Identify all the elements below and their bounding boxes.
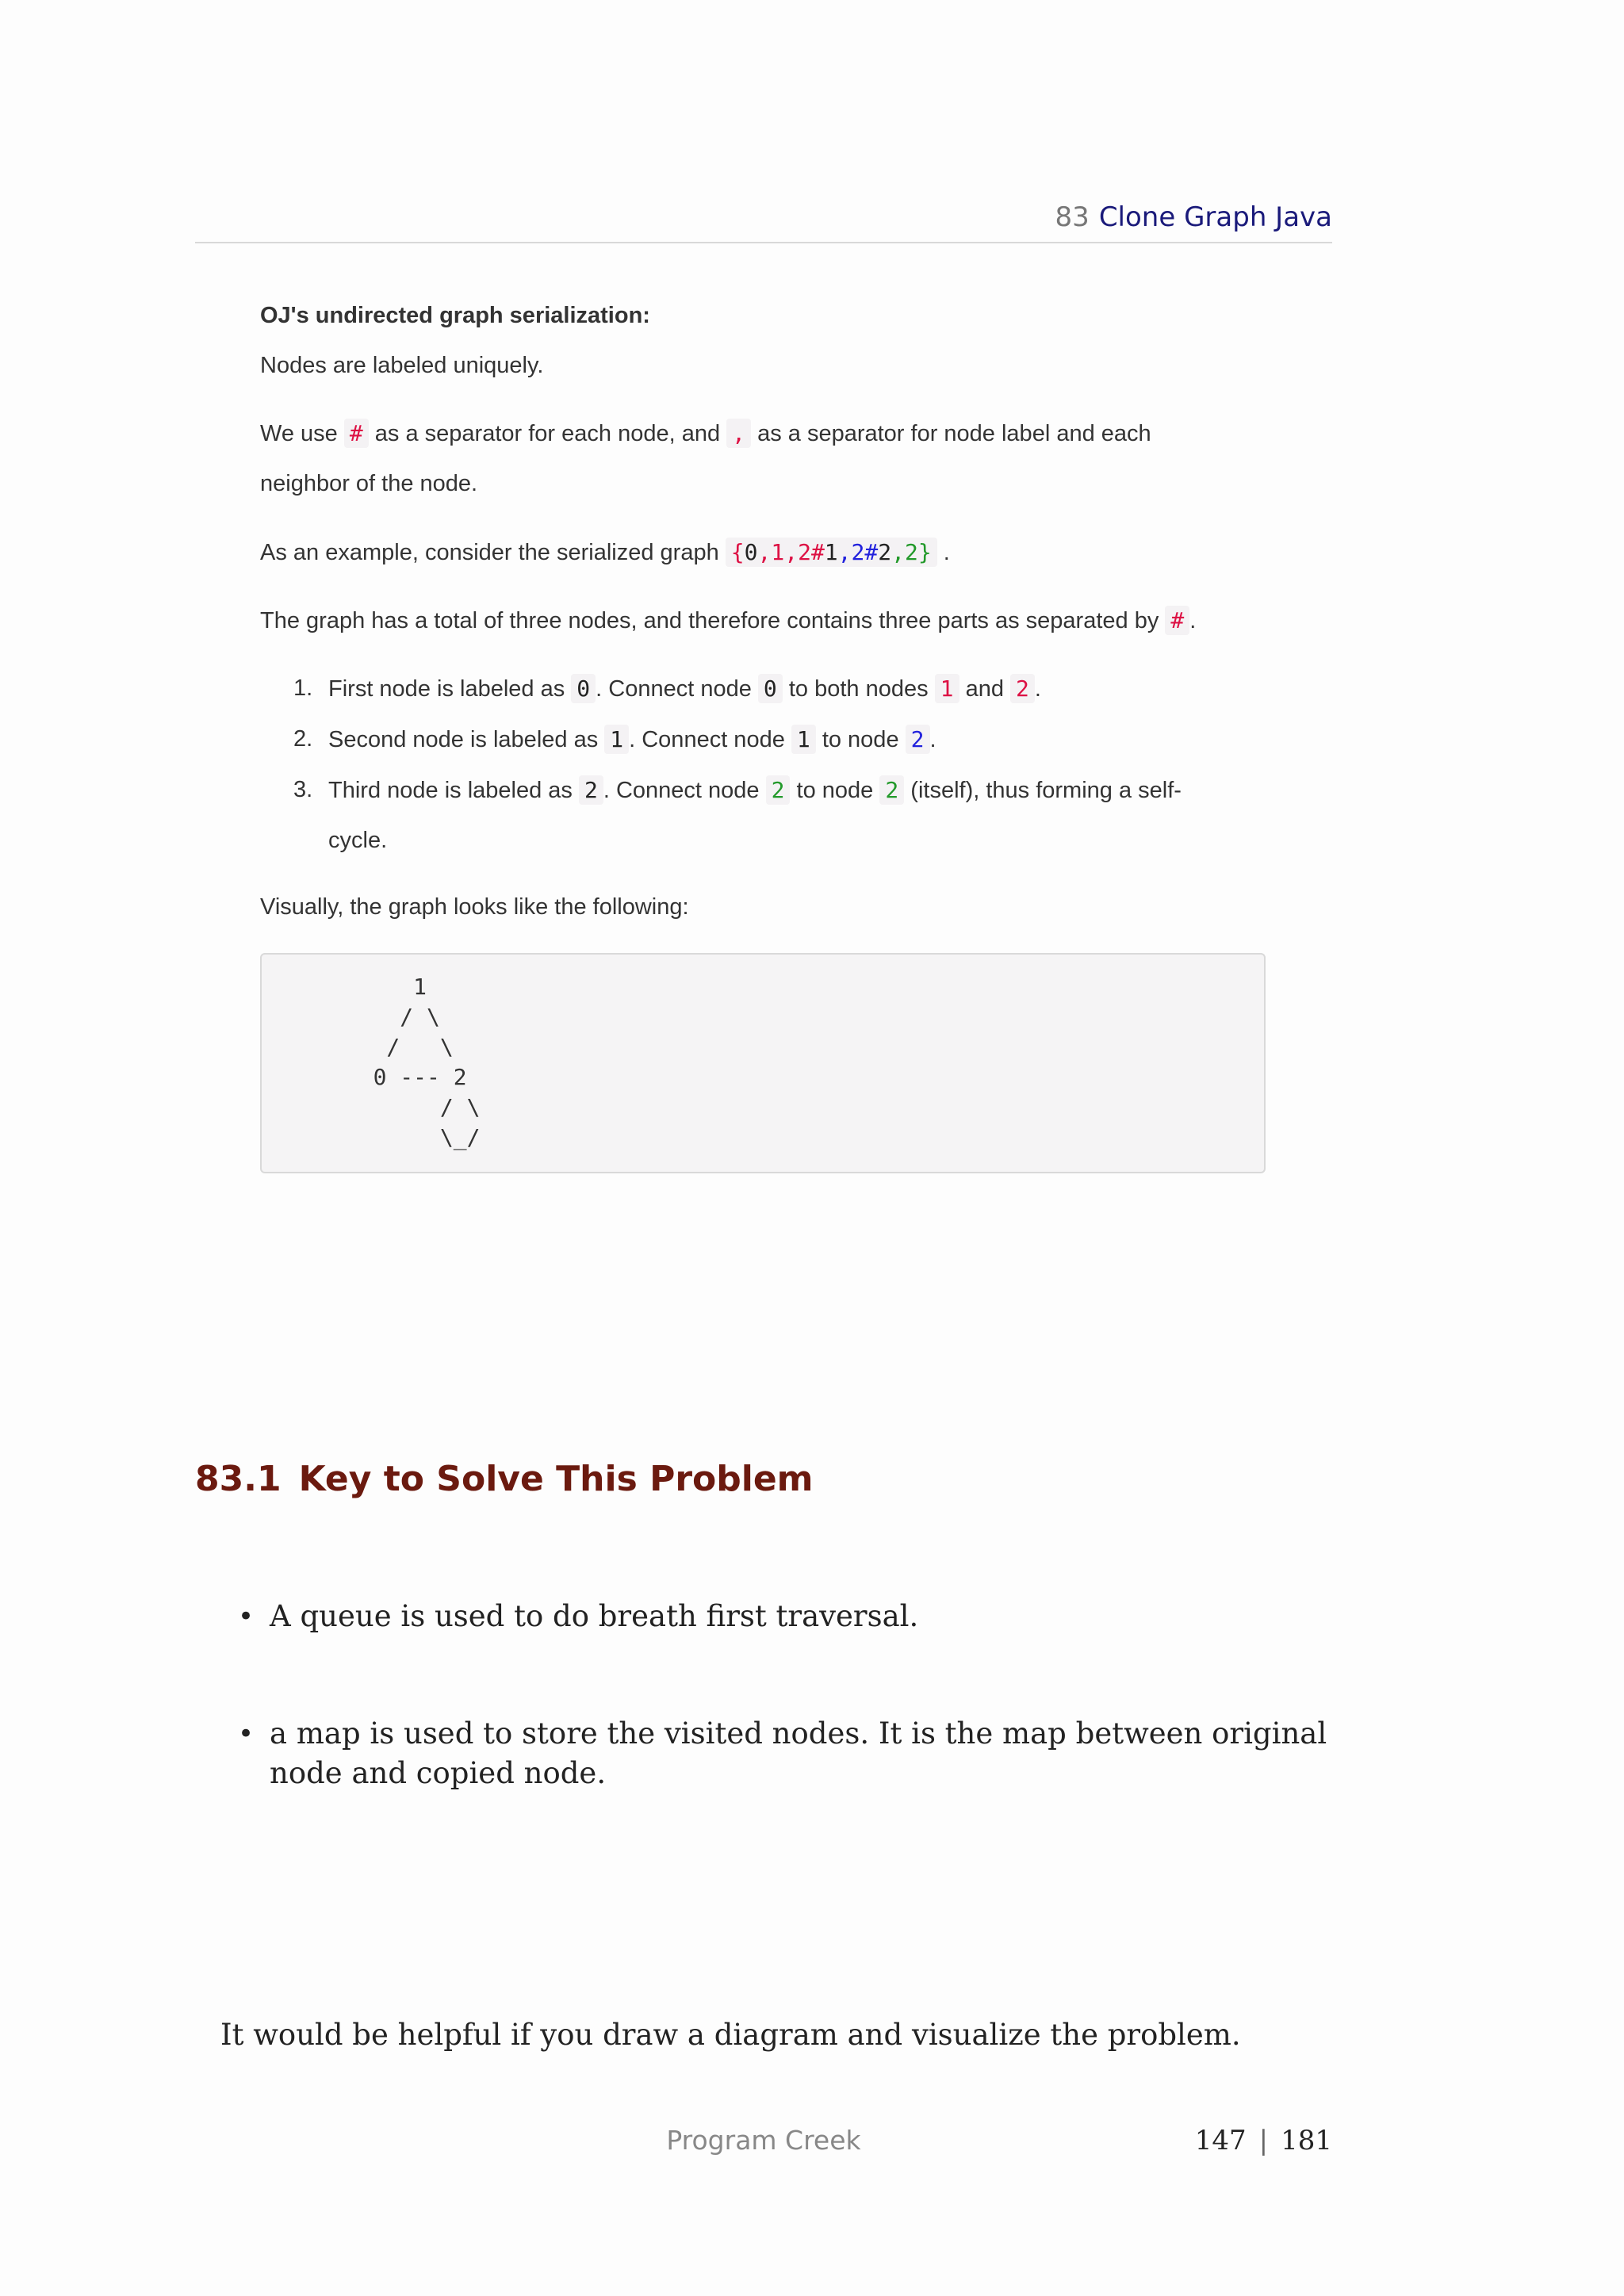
- serialized-graph-code: [726, 538, 937, 567]
- header-rule: [195, 242, 1332, 243]
- code-token: #: [810, 539, 825, 565]
- code-token: {: [730, 539, 745, 565]
- bullet-icon: •: [238, 1601, 255, 1632]
- page-number: [1195, 2125, 1332, 2156]
- inline-code: 2: [879, 775, 904, 805]
- text-run: . Connect node: [629, 727, 785, 752]
- inline-code: #: [344, 419, 369, 448]
- page-separator: |: [1258, 2125, 1269, 2156]
- inline-code: 1: [935, 674, 959, 703]
- code-token: 2: [798, 539, 811, 565]
- paragraph-separator-line2: neighbor of the node.: [260, 471, 478, 496]
- bullet-icon: •: [238, 1718, 255, 1750]
- paragraph-example: [260, 539, 950, 566]
- text-run: to node: [822, 727, 899, 752]
- list-text: [328, 777, 1182, 804]
- code-token: 2: [878, 539, 892, 565]
- text-run: Second node is labeled as: [328, 727, 599, 752]
- running-head: [195, 201, 1332, 233]
- text-run: and: [965, 676, 1004, 702]
- code-token: 0: [744, 539, 758, 565]
- paragraph-visually: Visually, the graph looks like the following:: [260, 894, 689, 920]
- inline-code: 2: [1010, 674, 1035, 703]
- code-token: #: [864, 539, 879, 565]
- inline-code: 0: [571, 674, 596, 703]
- code-token: 1: [771, 539, 785, 565]
- text-run: We use: [260, 421, 338, 446]
- list-item: [260, 777, 1267, 864]
- bullet-text: A queue is used to do breath first traversal.: [270, 1599, 919, 1633]
- code-token: ,: [757, 539, 772, 565]
- list-text-line2: cycle.: [328, 828, 388, 853]
- code-token: ,: [784, 539, 799, 565]
- inline-code: 2: [906, 725, 930, 754]
- text-run: The graph has a total of three nodes, and therefore contains three parts as separated by: [260, 608, 1159, 633]
- text-run: as a separator for node label and each: [757, 421, 1151, 446]
- total-pages: 181: [1281, 2125, 1332, 2156]
- section-heading: [195, 1459, 814, 1499]
- footer-source: Program Creek: [666, 2125, 861, 2156]
- list-number: 3.: [293, 777, 313, 802]
- ascii-graph: 1 / \ / \ 0 --- 2 / \ \_/: [373, 974, 481, 1150]
- list-text: [328, 675, 1041, 702]
- paragraph-separator: [260, 420, 1151, 447]
- list-number: 2.: [293, 726, 313, 752]
- code-block: [260, 953, 1266, 1173]
- serialization-heading: OJ's undirected graph serialization:: [260, 303, 650, 328]
- text-run: . Connect node: [603, 778, 760, 803]
- text-run: .: [929, 727, 936, 752]
- text-run: (itself), thus forming a self-: [910, 778, 1182, 803]
- code-token: 2: [904, 539, 918, 565]
- inline-code: 2: [579, 775, 603, 805]
- text-run: .: [943, 540, 950, 565]
- text-run: Third node is labeled as: [328, 778, 573, 803]
- code-token: ,: [891, 539, 905, 565]
- code-token: }: [917, 539, 932, 565]
- closing-paragraph: It would be helpful if you draw a diagram and visualize the problem.: [220, 2018, 1241, 2052]
- section-number: 83.1: [195, 1459, 282, 1499]
- inline-code: 1: [791, 725, 816, 754]
- inline-code: 0: [758, 674, 783, 703]
- paragraph-nodes-labeled: Nodes are labeled uniquely.: [260, 353, 544, 378]
- text-run: to both nodes: [788, 676, 929, 702]
- text-run: . Connect node: [596, 676, 752, 702]
- text-run: .: [1189, 608, 1197, 633]
- inline-code: ,: [726, 419, 751, 448]
- inline-code: 2: [766, 775, 791, 805]
- text-run: As an example, consider the serialized graph: [260, 540, 719, 565]
- text-run: as a separator for each node, and: [374, 421, 721, 446]
- current-page: 147: [1194, 2125, 1247, 2156]
- list-item: [260, 675, 1267, 707]
- code-token: 2: [851, 539, 865, 565]
- inline-code: 1: [604, 725, 629, 754]
- list-item: [260, 726, 1267, 758]
- paragraph-three-parts: [260, 607, 1196, 634]
- text-run: .: [1034, 676, 1041, 702]
- list-number: 1.: [293, 675, 313, 701]
- text-run: First node is labeled as: [328, 676, 565, 702]
- text-run: to node: [796, 778, 874, 803]
- inline-code: #: [1165, 606, 1189, 635]
- list-text: [328, 726, 936, 753]
- chapter-title: Clone Graph Java: [1098, 201, 1332, 233]
- section-title: Key to Solve This Problem: [298, 1459, 814, 1499]
- code-token: ,: [837, 539, 852, 565]
- bullet-text: a map is used to store the visited nodes. It is the map between original node and copied node.: [270, 1716, 1327, 1790]
- code-token: 1: [824, 539, 838, 565]
- chapter-number: 83: [1055, 201, 1090, 233]
